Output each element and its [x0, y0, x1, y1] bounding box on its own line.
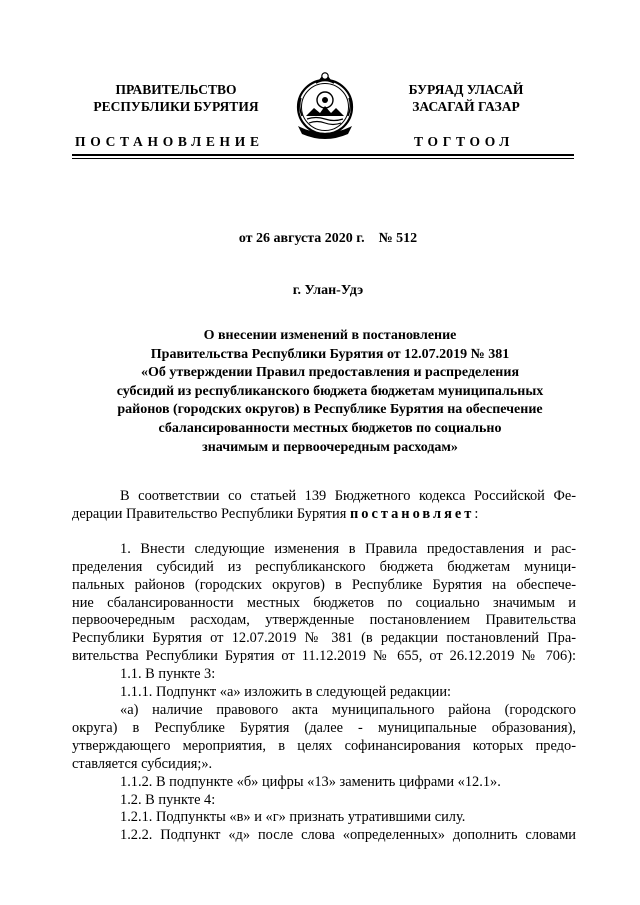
clause-1-2-2: 1.2.2. Подпункт «д» после слова «определенных» дополнить словами — [120, 827, 576, 844]
document-kind-bua: ТОГТООЛ — [414, 134, 515, 149]
header-rule-thick — [72, 154, 574, 156]
clause-1-line: пределения субсидий из республиканского бюджета бюджетам муници- — [72, 558, 576, 575]
subclause-a-line: «а) наличие правового акта муниципального района (городского — [120, 701, 576, 718]
clause-1-2: 1.2. В пункте 4: — [120, 791, 216, 808]
issuer-bua-line-1: БУРЯАД УЛАСАЙ — [408, 82, 524, 97]
clause-1-line: первоочередным расходам, утвержденные постановлением Правительства — [72, 612, 576, 629]
title-line: Правительства Республики Бурятия от 12.07.2019 № 381 — [150, 346, 510, 362]
clause-1-1: 1.1. В пункте 3: — [120, 666, 216, 683]
clause-1-paragraph — [72, 541, 576, 666]
clause-1-2-1: 1.2.1. Подпункты «в» и «г» признать утратившими силу. — [120, 809, 466, 826]
document-kind-ru: ПОСТАНОВЛЕНИЕ — [75, 134, 264, 149]
issuer-bua — [376, 81, 556, 115]
preamble-colon: : — [474, 505, 479, 522]
title-line: значимым и первоочередным расходам» — [202, 439, 458, 455]
preamble-keyword: постановляет — [349, 505, 475, 522]
subclause-a-paragraph — [72, 702, 576, 774]
preamble-line-1: В соответствии со статьей 139 Бюджетного кодекса Российской Фе- — [120, 488, 576, 504]
issuer-ru-line-2: РЕСПУБЛИКИ БУРЯТИЯ — [93, 99, 259, 114]
preamble-text: дерации Правительство Республики Бурятия — [72, 505, 350, 522]
coat-of-arms-icon — [292, 66, 358, 140]
document-title — [70, 327, 590, 457]
header-rule-thin — [72, 158, 574, 159]
clause-1-1-1: 1.1.1. Подпункт «а» изложить в следующей редакции: — [120, 684, 452, 701]
preamble-paragraph — [72, 488, 576, 524]
issuer-ru-line-1: ПРАВИТЕЛЬСТВО — [115, 82, 237, 97]
issuer-ru — [72, 81, 280, 115]
clause-1-line: пальных районов (городских округов) в Республике Бурятия на обеспече- — [72, 576, 576, 593]
subclause-a-line: утверждающего мероприятия, в целях софинансирования которых предо- — [72, 737, 576, 754]
document-place: г. Улан-Удэ — [292, 283, 364, 298]
title-line: «Об утверждении Правил предоставления и распределения — [140, 365, 520, 381]
clause-1-line: Республики Бурятия от 12.07.2019 № 381 (в редакции постановлений Пра- — [72, 630, 576, 647]
title-line: О внесении изменений в постановление — [203, 328, 457, 343]
title-line: сбалансированности местных бюджетов по социально — [158, 420, 502, 436]
clause-1-line: 1. Внести следующие изменения в Правила предоставления и рас- — [120, 540, 576, 557]
preamble-line-2 — [72, 506, 576, 524]
clause-1-line: вительства Республики Бурятия от 11.12.2019 № 655, от 26.12.2019 № 706): — [72, 648, 576, 665]
document-body — [72, 488, 576, 845]
issuer-bua-line-2: ЗАСАГАЙ ГАЗАР — [412, 99, 520, 114]
clause-1-line: ние сбалансированности местных бюджетов по социально значимым и — [72, 594, 576, 611]
title-line: районов (городских округов) в Республике Бурятия на обеспечение — [117, 402, 543, 418]
subclause-a-line: округа) в Республике Бурятия (далее - муниципальные образования), — [72, 719, 576, 736]
title-line: субсидий из республиканского бюджета бюджетам муниципальных — [116, 383, 544, 399]
subclause-a-line: ставляется субсидия;». — [72, 755, 213, 772]
document-date-number: от 26 августа 2020 г. № 512 — [238, 231, 418, 246]
clause-1-1-2: 1.1.2. В подпункте «б» цифры «13» заменить цифрами «12.1». — [120, 773, 501, 790]
